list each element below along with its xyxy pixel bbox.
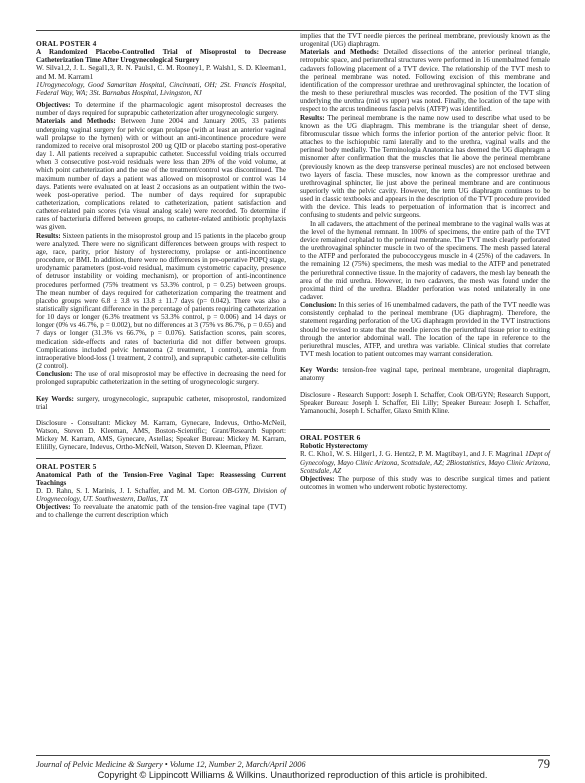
poster-6-title: Robotic Hysterectomy	[300, 442, 368, 451]
poster-5-results: Results: The perineal membrane is the name now used to describe what used to be known as the UG diaphragm. This membrane is the triangular sheet of dense, fibromuscular tissue which forms the inferior portion of the anterior pelvic floor. It attaches to the ischiopubic rami laterally and to the urethra, vaginal walls and the perineal body medially. The Terminologia Anatomica has deemed the UG diaphragm a misnomer after confirmation that the muscles that lie above the perineal membrane (previously known as the deep transverse perineal muscles) are not enclosed between two layers of fascia. These muscles, now known as the compressor urethrae and urethrovaginal sphincter, lie just above the perineal membrane and are continuous superiorly with the pelvic cavity. However, the term UG diaphragm continues to be used in classic textbooks and appears in the description of the TVT procedure provided with the device. This leads to perpetuation of information that is incorrect and confusing to students and pelvic surgeons.	[300, 113, 550, 220]
footer-rule	[36, 755, 550, 756]
page-number: 79	[537, 757, 550, 771]
poster-5-disclosure: Disclosure - Research Support: Joseph I. Schaffer, Cook OB/GYN; Research Support, Speaker Bureau: Joseph I. Schaffer, Eli Lilly; Speaker Bureau: Joseph I. Schaffer, Yamanouchi, Joseph I. Schaffer, Glaxo Smith Kline.	[300, 390, 550, 415]
poster-5-methods: Materials and Methods: Detailed dissections of the anterior perineal triangle, retropubic space, and periurethral structures were performed in 16 unembalmed female cadavers following placement of a TVT device. The relationship of the TVT mesh to the perineal membrane was noted. Following excision of this membrane and identification of the compressor urethrae and urethrovaginal sphincter, the location of the mesh to these periurethral muscles was recorded. The position of the TVT sling underlying the urethra (mid vs upper) was noted. Finally, the location of the tape with respect to the arcus tendineous fascia pelvis (ATFP) was identified.	[300, 48, 550, 114]
poster-4-objectives: Objectives: To determine if the pharmacologic agent misoprostol decreases the number of days required for suprapubic catheterization after urogynecologic surgery.	[36, 101, 286, 118]
poster-5-keywords: Key Words: tension-free vaginal tape, perineal membrane, urogenital diaphragm, anatomy	[300, 366, 550, 383]
poster-6-objectives: Objectives: The purpose of this study was to describe surgical times and patient outcomes in women who underwent robotic hysterectomy.	[300, 474, 550, 491]
poster-4-label: ORAL POSTER 4	[36, 39, 97, 48]
copyright-notice: Copyright © Lippincott Williams & Wilkins. Unauthorized reproduction of this article is prohibited.	[97, 770, 488, 780]
poster-4-conclusion: Conclusion: The use of oral misoprostol may be effective in decreasing the need for prolonged suprapubic catheterization in the setting of urogynecologic surgery.	[36, 370, 286, 387]
section-divider	[36, 458, 286, 459]
poster-4-keywords: Key Words: surgery, urogynecologic, suprapubic catheter, misoprostol, randomized trial	[36, 394, 286, 411]
poster-5-objectives-continued: implies that the TVT needle pierces the perineal membrane, previously known as the urogenital (UG) diaphragm.	[300, 32, 550, 49]
right-column	[300, 32, 550, 491]
poster-4-disclosure: Disclosure - Consultant: Mickey M. Karram, Gynecare, Indevus, Ortho-McNeil, Watson, Steven D. Kleeman, AMS, Boston-Scientific; Grant/Research Support: Mickey M. Karram, AMS, Gynecare, Astellas; Speaker Bureau: Mickey M. Karram, Elililly, Gynecare, Indevus, Ortho-McNeil, Watson, Steven D. Kleeman, Pfizer.	[36, 418, 286, 452]
poster-4-title: A Randomized Placebo-Controlled Trial of Misoprostol to Decrease Catheterization Time After Urogynecological Surgery	[36, 48, 286, 65]
poster-5-label: ORAL POSTER 5	[36, 461, 97, 471]
poster-5-objectives: Objectives: To reevaluate the anatomic path of the tension-free vaginal tape (TVT) and to challenge the current description which	[36, 503, 286, 520]
poster-6-authors: R. C. Kho1, W. S. Hilger1, J. G. Hentz2, P. M. Magtibay1, and J. F. Magrina1 1Dept of Gynecology, Mayo Clinic Arizona, Scottsdale, AZ; 2Biostatistics, Mayo Clinic Arizona, Scottsdale, AZ	[300, 450, 550, 475]
poster-5-authors: D. D. Rahn, S. I. Marinis, J. I. Schaffer, and M. M. Corton OB-GYN, Division of Urogynecology, UT. Southwestern, Dallas, TX	[36, 486, 286, 504]
poster-5-results-paragraph-2: In all cadavers, the attachment of the perineal membrane to the vaginal walls was at the level of the hymenal remnant. In 100% of specimens, the entire path of the TVT device remained cephalad to the perineal membrane. The TVT mesh clearly perforated the urethrovaginal sphincter muscle in two of the specimens. The mesh passed lateral to the ATFP and perforated the pubococcygeus muscle in 4 (25%) of the cadavers. In the remaining 12 (75%) specimens, the mesh was medial to the ATFP and penetrated the periurethral connective tissue. In the majority of cadavers, the mesh lay beneath the area of the mid urethra. However, in two cadavers, the mesh was found under the proximal third of the urethra. Bladder perforation was noted unilaterally in one cadaver.	[300, 219, 550, 301]
journal-footer: Journal of Pelvic Medicine & Surgery • Volume 12, Number 2, March/April 2006	[36, 760, 306, 769]
poster-4-results: Results: Sixteen patients in the misoprostol group and 15 patients in the placebo group were analyzed. There were no significant differences between groups with respect to age, race, parity, prior history of hysterectomy, prolapse or anti-incontinence procedure, or BMI. In addition, there were no differences in pre-operative POPQ stage, urodynamic parameters (post-void residual, maximum cystometric capacity, presence of detrusor instability or voiding mechanism), or proportion of anti-incontinence procedures performed (75% treatment vs 53.3% control, p = 0.25) between groups. The mean number of days required for catheterization comparing the treatment and placebo groups were 6.8 ± 3.8 vs 13.8 ± 11.7 days (p= 0.042). There was also a statistically significant difference in the percentage of patients requiring catheterization for 10 days or longer (6.3% treatment vs 53.3% control, p = 0.006) and 14 days or longer (0% vs 46.7%, p = 0.002), but no differences at 3 (75% vs 86.7%, p = 0.65) and 7 days or longer (31.3% vs 66.7%, p = 0.076). Satisfaction scores, pain scores, medication side-effects and rates of bacteriuria did not differ between groups. Complications included pelvic hematoma (2 treatment, 1 control), anemia from intraoperative blood-loss (1 treatment, 2 control), and suprapubic catheter-site cellulitis (2 control).	[36, 231, 286, 371]
poster-5-title: Anatomical Path of the Tension-Free Vaginal Tape: Reassessing Current Teachings	[36, 470, 286, 487]
top-rule	[36, 30, 550, 31]
poster-4-affiliations: 1Urogynecology, Good Samaritan Hospital, Cincinnati, OH; 2St. Francis Hospital, Federal Way, WA; 3St. Barnabas Hospital, Livingston, NJ	[36, 80, 286, 97]
poster-5-conclusion: Conclusion: In this series of 16 unembalmed cadavers, the path of the TVT needle was consistently cephalad to the perineal membrane (UG diaphragm). Therefore, the statement regarding perforation of the UG diaphragm provided in the TVT instructions should be revised to state that the needle pierces the periurethral tissue prior to exiting through the anterior abdominal wall. The location of the tape in reference to the periurethral muscles, ATFP, and urethra was variable. Clinical studies that correlate TVT mesh location to patient outcomes may warrant consideration.	[300, 301, 550, 359]
poster-4-authors: W. Silva1,2, J. L. Segal1,3, R. N. Pauls1, C. M. Rooney1, P. Walsh1, S. D. Kleeman1, and M. M. Karram1	[36, 64, 286, 81]
section-divider	[300, 429, 550, 430]
poster-4-methods: Materials and Methods: Between June 2004 and January 2005, 33 patients undergoing vaginal surgery for pelvic organ prolapse (with at least an anterior vaginal wall prolapse to the hymen) with or without an anti-incontinence procedure were randomized to receive oral misoprostol 200 ug QID or placebo starting post-operative day 1. All patients received a suprapubic catheter. Successful voiding trials occurred when 3 consecutive post-void residuals were less than 20% of the void volume, at which point catheterization and the use of the treatment/control was discontinued. The maximum number of days a patient was allowed on misoprostol or control was 14 days. Patients were evaluated on at least 2 occasions as an outpatient within the two-week post-operative period. The number of days required for suprapubic catheterization, complications related to catheterization, patient satisfaction and catheter-related pain scores (via visual analog scale) were recorded. To determine if rates of bacteriuria differed between groups, no catheter-related antibiotic prophylaxis was given.	[36, 117, 286, 232]
poster-6-label: ORAL POSTER 6	[300, 433, 361, 443]
left-column	[36, 32, 286, 520]
